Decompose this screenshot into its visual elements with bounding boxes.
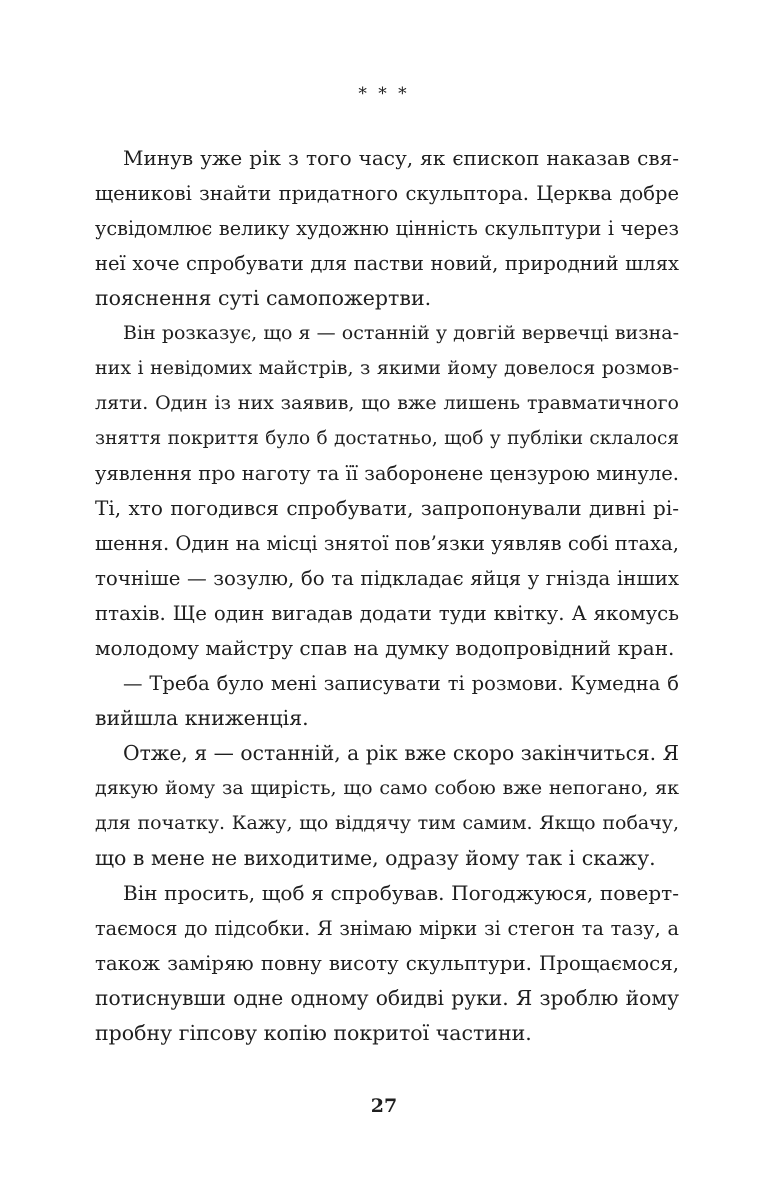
- text-line: птахів. Ще один вигадав додати туди квітку. А якомусь: [95, 602, 679, 625]
- text-line: молодому майстру спав на думку водопровідний кран.: [95, 636, 675, 660]
- paragraph: [95, 736, 679, 876]
- paragraph: [95, 316, 679, 666]
- text-line: точніше — зозулю, бо та підкладає яйця у гнізда інших: [95, 567, 679, 590]
- text-line: таємося до підсобки. Я знімаю мірки зі стегон та тазу, а: [95, 917, 679, 940]
- text-line: Ті, хто погодився спробувати, запропонували дивні рі-: [95, 496, 679, 520]
- text-line: уявлення про наготу та її заборонене цензурою минуле.: [95, 462, 679, 485]
- text-line: щеникові знайти придатного скульптора. Церква добре: [95, 182, 679, 205]
- text-line: усвідомлює велику художню цінність скульптури і через: [95, 217, 679, 240]
- text-line: зняття покриття було б достатньо, щоб у публіки склалося: [95, 428, 679, 449]
- text-line: Минув уже рік з того часу, як єпископ наказав свя-: [123, 146, 679, 170]
- text-line: потиснувши одне одному обидві руки. Я зроблю йому: [95, 986, 679, 1010]
- text-line: вийшла книженція.: [95, 706, 309, 730]
- paragraph: [95, 141, 679, 316]
- text-line: для початку. Кажу, що віддячу тим самим. Якщо побачу,: [95, 812, 679, 834]
- text-line: — Треба було мені записувати ті розмови. Кумедна б: [123, 672, 679, 695]
- body-text: [95, 141, 679, 1051]
- section-separator: * * *: [358, 84, 410, 104]
- text-line: неї хоче спробувати для пастви новий, природний шлях: [95, 252, 679, 275]
- text-line: Він просить, щоб я спробував. Погоджуюся, поверт-: [123, 881, 679, 905]
- text-line: дякую йому за щирість, що само собою вже непогано, як: [95, 777, 679, 799]
- text-line: шення. Один на місці знятої пов’язки уявляв собі птаха,: [95, 532, 679, 555]
- paragraph: [95, 876, 679, 1051]
- page-number: 27: [370, 1095, 398, 1117]
- text-line: пробну гіпсову копію покритої частини.: [95, 1021, 532, 1045]
- text-line: Він розказує, що я — останній у довгій вервечці визна-: [123, 322, 679, 344]
- text-line: ляти. Один із них заявив, що вже лишень травматичного: [95, 392, 679, 414]
- text-line: також заміряю повну висоту скульптури. Прощаємося,: [95, 952, 679, 975]
- text-line: пояснення суті самопожертви.: [95, 286, 432, 310]
- text-line: Отже, я — останній, а рік вже скоро закінчиться. Я: [123, 741, 679, 765]
- text-line: них і невідомих майстрів, з якими йому довелося розмов-: [95, 357, 679, 379]
- paragraph: [95, 666, 679, 736]
- text-line: що в мене не виходитиме, одразу йому так і скажу.: [95, 846, 656, 870]
